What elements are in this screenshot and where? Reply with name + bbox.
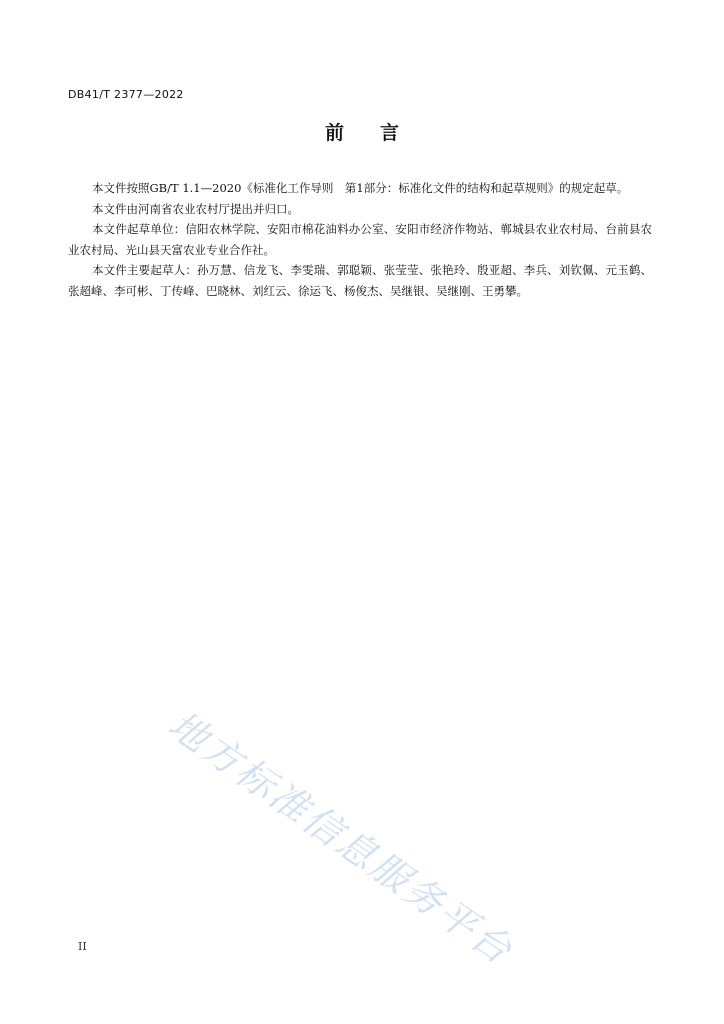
standard-code: DB41/T 2377—2022 — [68, 88, 184, 101]
paragraph-drafters: 本文件主要起草人：孙万慧、信龙飞、李雯瑞、郭聪颖、张莹莹、张艳玲、殷亚超、李兵、刘钦佩、元玉鹤、张超峰、李可彬、丁传峰、巴晓林、刘红云、徐运飞、杨俊杰、吴继银、吴继刚、王勇攀。 — [68, 263, 652, 298]
paragraph-drafting-basis: 本文件按照GB/T 1.1—2020《标准化工作导则 第1部分：标准化文件的结构和起草规则》的规定起草。 — [92, 181, 629, 195]
paragraph-drafting-units: 本文件起草单位：信阳农林学院、安阳市棉花油料办公室、安阳市经济作物站、郸城县农业农村局、台前县农业农村局、光山县天富农业专业合作社。 — [68, 222, 652, 257]
watermark: 地方标准信息服务平台 — [160, 702, 522, 974]
page-title: 前言 — [324, 122, 435, 144]
foreword-body — [68, 178, 652, 301]
page-number: II — [78, 940, 87, 953]
paragraph-proposer: 本文件由河南省农业农村厅提出并归口。 — [92, 201, 299, 216]
